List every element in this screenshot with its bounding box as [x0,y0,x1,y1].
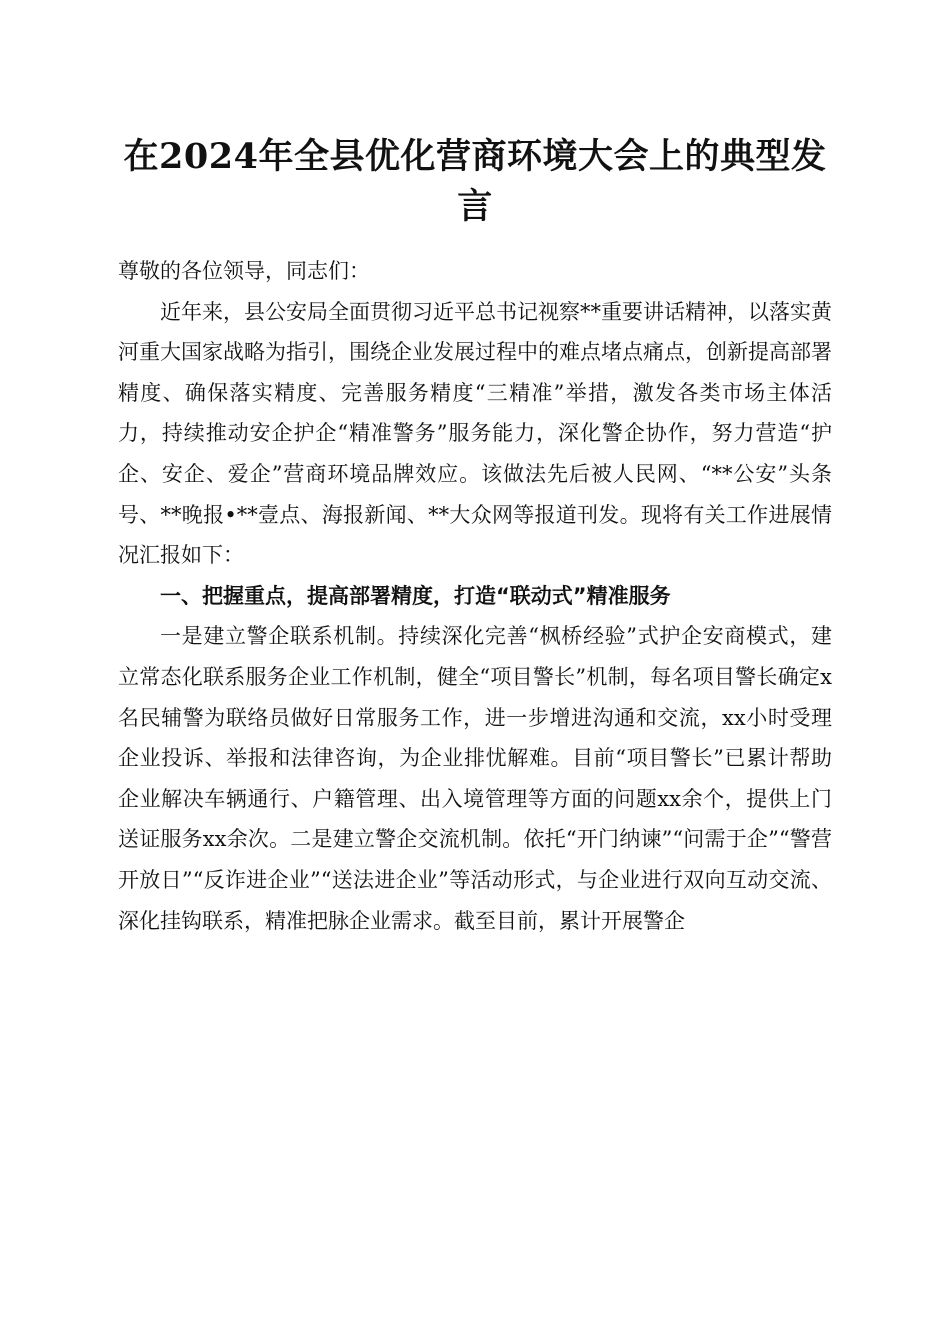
intro-paragraph: 近年来，县公安局全面贯彻习近平总书记视察**重要讲话精神，以落实黄河重大国家战略为指引，围绕企业发展过程中的难点堵点痛点，创新提高部署精度、确保落实精度、完善服务精度“三精准”举措，激发各类市场主体活力，持续推动安企护企“精准警务”服务能力，深化警企协作，努力营造“护企、安企、爱企”营商环境品牌效应。该做法先后被人民网、“**公安”头条号、**晚报•**壹点、海报新闻、**大众网等报道刊发。现将有关工作进展情况汇报如下： [118,299,832,568]
section-heading-1: 一、把握重点，提高部署精度，打造“联动式”精准服务 [160,583,671,608]
salutation: 尊敬的各位领导，同志们： [118,259,370,283]
document-body [118,251,832,941]
document-title: 在2024年全县优化营商环境大会上的典型发言 [123,136,827,227]
section-1-paragraph: 一是建立警企联系机制。持续深化完善“枫桥经验”式护企安商模式，建立常态化联系服务企业工作机制，健全“项目警长”机制，每名项目警长确定x名民辅警为联络员做好日常服务工作，进一步增进沟通和交流，xx小时受理企业投诉、举报和法律咨询，为企业排忧解难。目前“项目警长”已累计帮助企业解决车辆通行、户籍管理、出入境管理等方面的问题xx余个，提供上门送证服务xx余次。二是建立警企交流机制。依托“开门纳谏”“问需于企”“警营开放日”“反诈进企业”“送法进企业”等活动形式，与企业进行双向互动交流、深化挂钩联系，精准把脉企业需求。截至目前，累计开展警企 [118,624,832,933]
